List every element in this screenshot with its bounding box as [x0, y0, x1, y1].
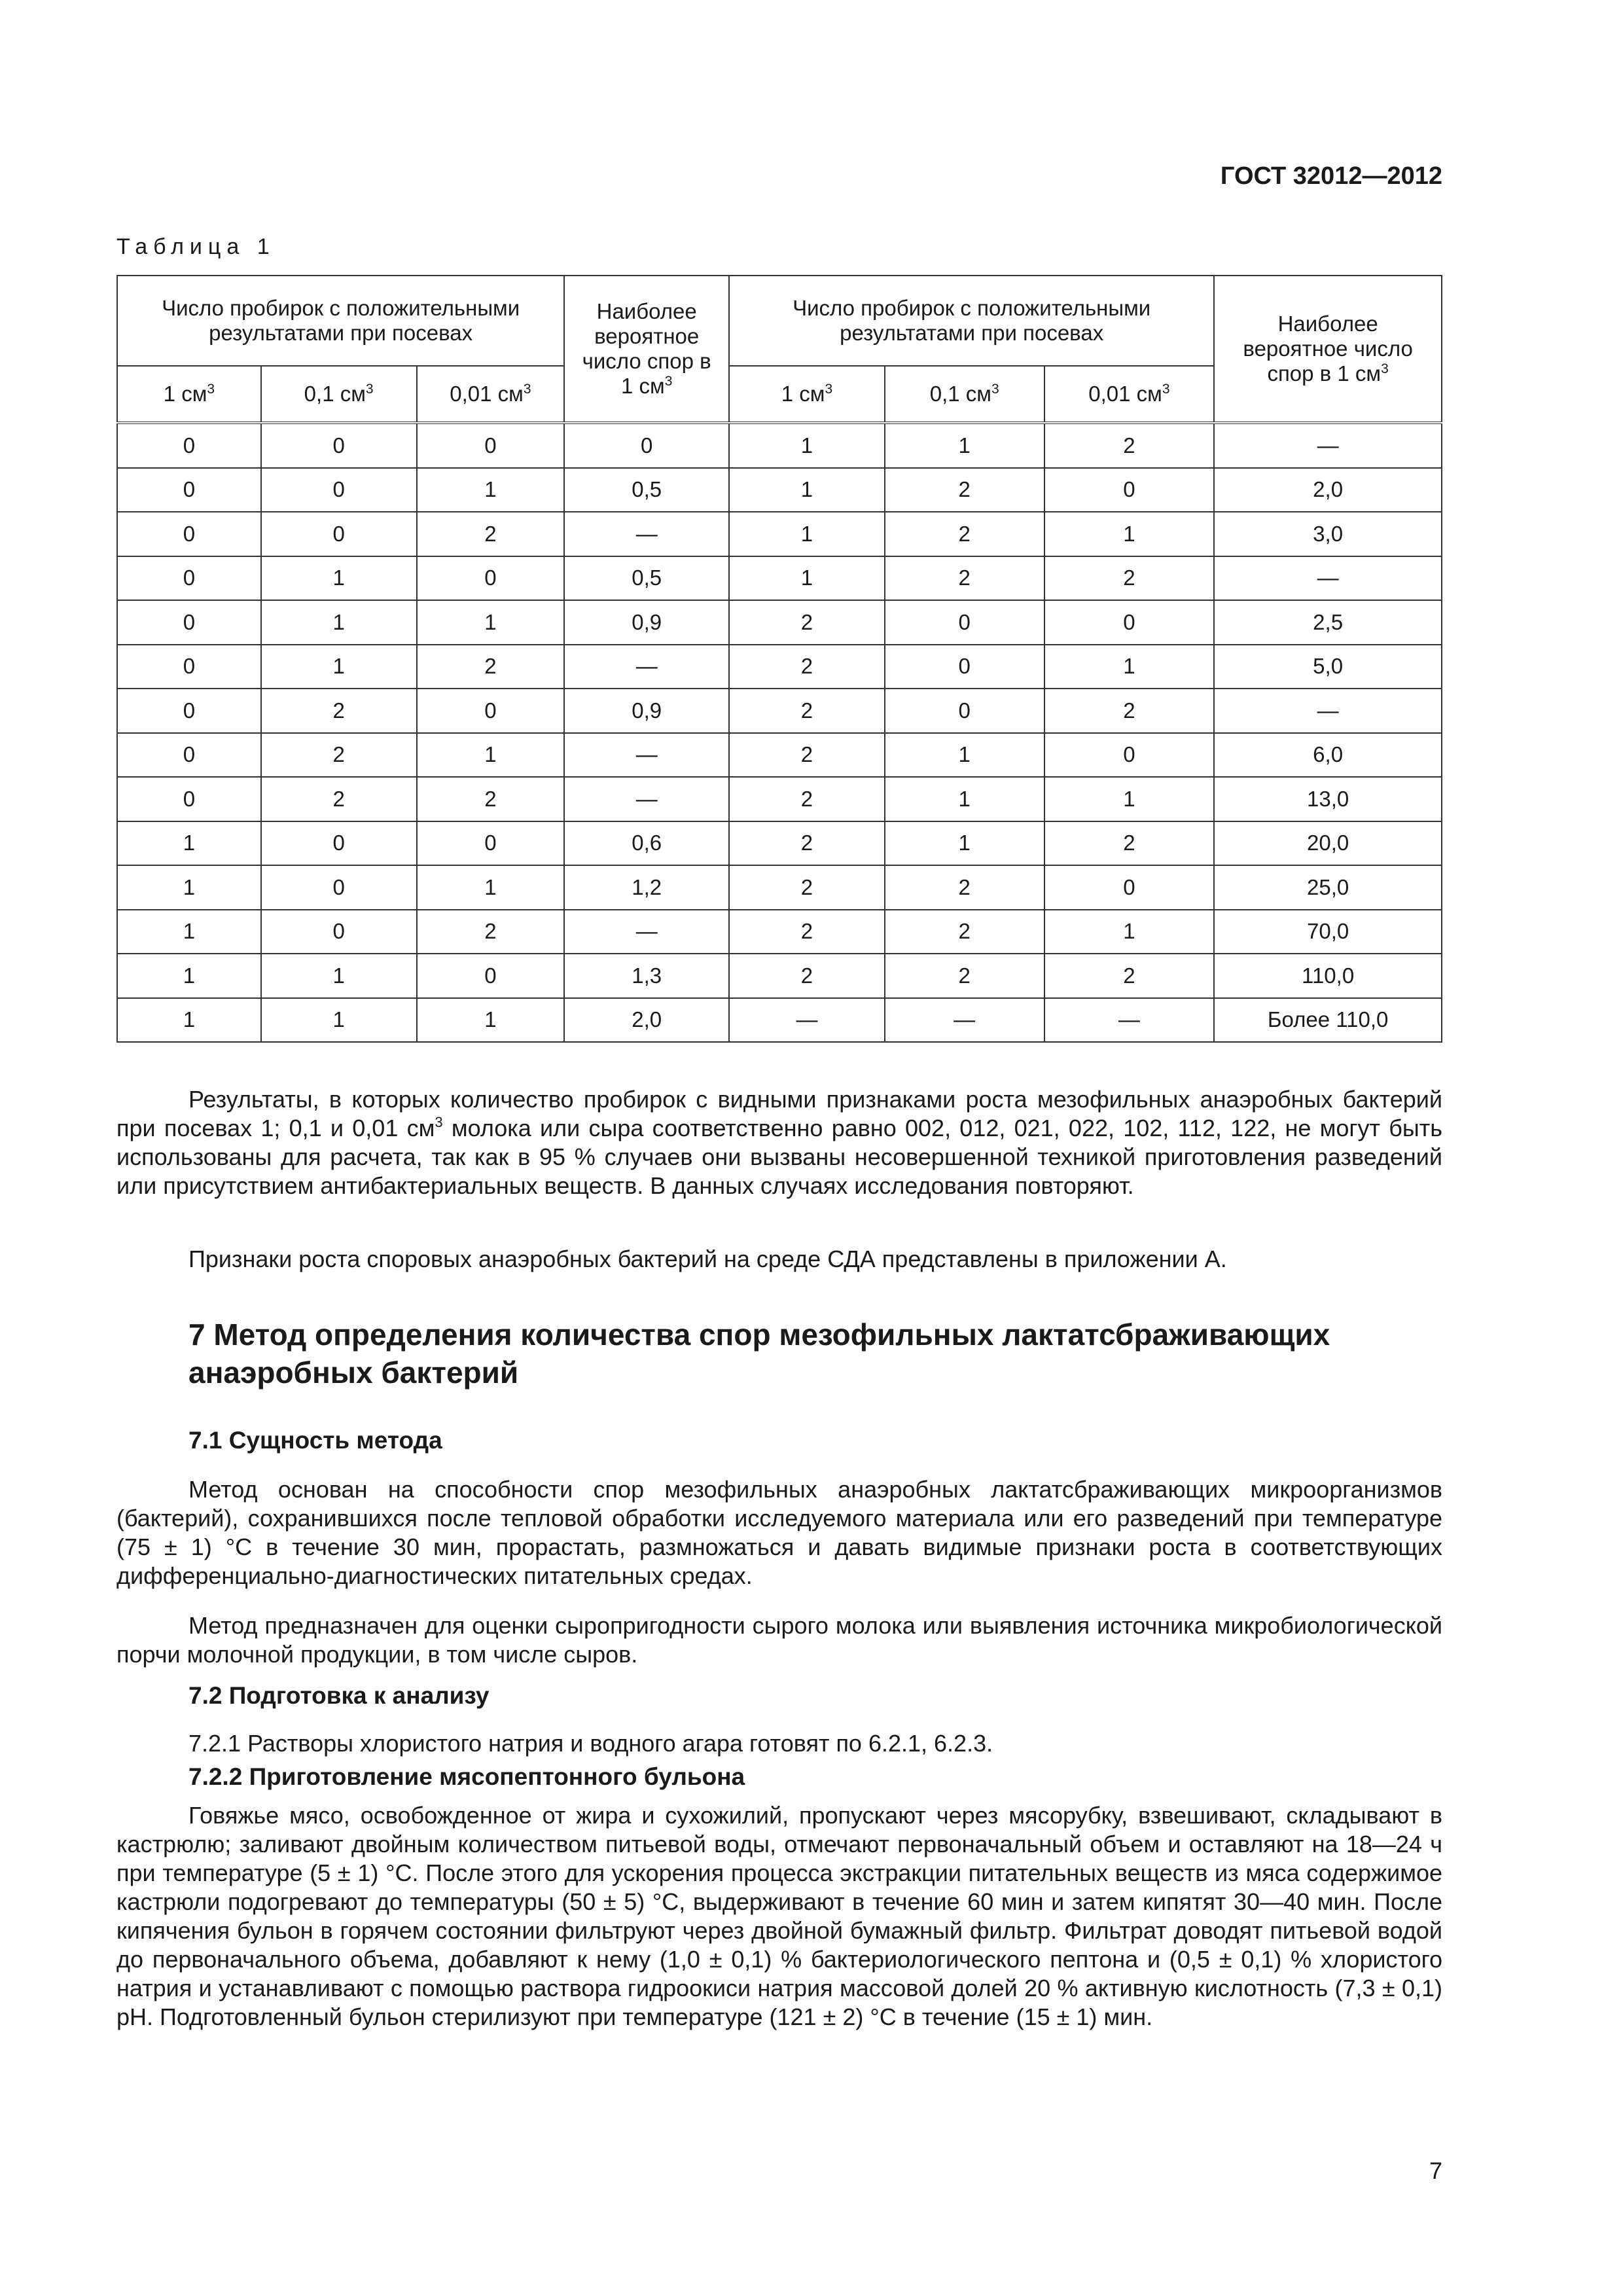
table-caption: Таблица 1	[116, 234, 276, 259]
table-cell: 1	[261, 954, 417, 998]
mpn-header-right: Наиболее вероятное число спор в 1 $см^3$	[1214, 276, 1442, 423]
table-row	[117, 689, 1442, 733]
table-cell: 0	[417, 954, 565, 998]
results-paragraph: Результаты, в которых количество пробирок с видными признаками роста мезофильных анаэробных бактерий при посевах 1; 0,1 и 0,01 $см^3$ молока или сыра соответственно равно 002, 012, 021, 022, 102, 112, 122, не могут быть использованы для расчета, так как в 95 % случаев они вызваны несовершенной техникой приготовления разведений или присутствием антибактериальных веществ. В данных случаях исследования повторяют.	[116, 1086, 1442, 1199]
table-cell: 1	[729, 512, 885, 556]
table-cell: 2	[417, 910, 565, 954]
table-cell: 70,0	[1214, 910, 1442, 954]
table-cell: Более 110,0	[1214, 998, 1442, 1043]
section-7-2-heading: 7.2 Подготовка к анализу	[188, 1682, 490, 1709]
table-cell: 0	[117, 512, 261, 556]
table-cell: 1	[729, 423, 885, 468]
table-row	[117, 733, 1442, 778]
group-header-left: Число пробирок с положительными результатами при посевах	[117, 276, 564, 366]
table-cell: 1	[885, 423, 1044, 468]
table-cell: —	[1214, 689, 1442, 733]
table-cell: 1,2	[564, 865, 729, 910]
table-cell: 2	[885, 865, 1044, 910]
table-cell: 1	[1044, 645, 1215, 689]
table-cell: 1	[117, 910, 261, 954]
mpn-header-left: Наиболее вероятное число спор в 1 $см^3$	[564, 276, 729, 423]
table-cell: 0	[261, 910, 417, 954]
table-cell: 2	[1044, 954, 1215, 998]
standard-number: ГОСТ 32012—2012	[1220, 162, 1442, 190]
table-row	[117, 468, 1442, 512]
table-cell: 1	[117, 954, 261, 998]
table-cell: 0	[261, 468, 417, 512]
table-cell: 0	[117, 556, 261, 601]
table-cell: 0	[1044, 733, 1215, 778]
table-row	[117, 821, 1442, 866]
table-cell: 1	[417, 733, 565, 778]
table-cell: 2	[261, 777, 417, 821]
table-cell: 1	[1044, 777, 1215, 821]
table-cell: 20,0	[1214, 821, 1442, 866]
table-cell: 2,5	[1214, 600, 1442, 645]
table-cell: 0,5	[564, 556, 729, 601]
table-cell: 0	[117, 423, 261, 468]
table-cell: 0	[117, 777, 261, 821]
table-cell: 2	[729, 910, 885, 954]
section-7-heading: 7 Метод определения количества спор мезофильных лактатсбраживающих анаэробных бактерий	[188, 1318, 1330, 1390]
table-cell: 1	[1044, 910, 1215, 954]
table-cell: 25,0	[1214, 865, 1442, 910]
table-cell: 0	[117, 689, 261, 733]
table-row	[117, 954, 1442, 998]
table-cell: 0,6	[564, 821, 729, 866]
table-cell: 0	[261, 865, 417, 910]
table-cell: 0	[1044, 468, 1215, 512]
table-cell: 2	[885, 512, 1044, 556]
table-cell: 0	[261, 821, 417, 866]
table-cell: 1	[885, 733, 1044, 778]
table-cell: 2	[1044, 556, 1215, 601]
table-cell: 0,9	[564, 600, 729, 645]
table-cell: 1	[1044, 512, 1215, 556]
table-cell: 1	[417, 600, 565, 645]
table-cell: —	[564, 777, 729, 821]
table-row	[117, 512, 1442, 556]
table-row	[117, 865, 1442, 910]
table-cell: 2	[417, 512, 565, 556]
table-row	[117, 777, 1442, 821]
table-cell: 1	[729, 468, 885, 512]
group-header-right: Число пробирок с положительными результатами при посевах	[729, 276, 1214, 366]
table-cell: 5,0	[1214, 645, 1442, 689]
table-cell: 2	[261, 689, 417, 733]
table-cell: 0	[885, 645, 1044, 689]
table-cell: 0	[564, 423, 729, 468]
table-cell: —	[564, 733, 729, 778]
section-7-1-paragraph-2: Метод предназначен для оценки сыропригодности сырого молока или выявления источника микробиологической порчи молочной продукции, в том числе сыров.	[116, 1612, 1442, 1668]
table-cell: 0	[417, 821, 565, 866]
table-row	[117, 645, 1442, 689]
table-row	[117, 423, 1442, 468]
table-cell: 13,0	[1214, 777, 1442, 821]
table-cell: 2	[885, 910, 1044, 954]
table-cell: 1	[885, 777, 1044, 821]
table-cell: 0	[261, 423, 417, 468]
table-cell: 0	[417, 556, 565, 601]
table-row	[117, 998, 1442, 1043]
table-cell: 0	[1044, 865, 1215, 910]
mpn-table	[116, 275, 1442, 1043]
table-cell: 2	[261, 733, 417, 778]
table-cell: 2	[885, 468, 1044, 512]
table-cell: 2	[885, 556, 1044, 601]
table-cell: —	[885, 998, 1044, 1043]
table-cell: 2	[1044, 423, 1215, 468]
col-01cm-right: 0,1 $см^3$	[885, 366, 1044, 423]
table-row	[117, 600, 1442, 645]
table-cell: 2	[729, 645, 885, 689]
table-cell: 0	[1044, 600, 1215, 645]
table-cell: 1	[417, 865, 565, 910]
table-cell: 0	[261, 512, 417, 556]
table-cell: 2,0	[1214, 468, 1442, 512]
table-cell: 0	[885, 689, 1044, 733]
table-cell: 0,9	[564, 689, 729, 733]
col-1cm-left: 1 $см^3$	[117, 366, 261, 423]
table-cell: 1	[117, 998, 261, 1043]
section-7-2-2-paragraph: Говяжье мясо, освобожденное от жира и сухожилий, пропускают через мясорубку, взвешивают, складывают в кастрюлю; заливают двойным количеством питьевой воды, отмечают первоначальный объем и оставляют на 18—24 ч при температуре (5 ± 1) °С. После этого для ускорения процесса экстракции питательных веществ из мяса содержимое кастрюли подогревают до температуры (50 ± 5) °С, выдерживают в течение 60 мин и затем кипятят 30—40 мин. После кипячения бульон в горячем состоянии фильтруют через двойной бумажный фильтр. Фильтрат доводят питьевой водой до первоначального объема, добавляют к нему (1,0 ± 0,1) % бактериологического пептона и (0,5 ± 0,1) % хлористого натрия и устанавливают с помощью раствора гидроокиси натрия массовой долей 20 % активную кислотность (7,3 ± 0,1) pH. Подготовленный бульон стерилизуют при температуре (121 ± 2) °С в течение (15 ± 1) мин.	[116, 1802, 1442, 2030]
table-cell: 0	[117, 645, 261, 689]
table-cell: —	[1214, 556, 1442, 601]
table-cell: 110,0	[1214, 954, 1442, 998]
table-cell: 2	[729, 954, 885, 998]
col-001cm-left: 0,01 $см^3$	[417, 366, 565, 423]
table-cell: 2,0	[564, 998, 729, 1043]
table-cell: —	[1214, 423, 1442, 468]
table-cell: —	[729, 998, 885, 1043]
growth-signs-paragraph: Признаки роста споровых анаэробных бактерий на среде СДА представлены в приложении А.	[188, 1246, 1227, 1272]
table-cell: 1	[117, 821, 261, 866]
table-cell: 3,0	[1214, 512, 1442, 556]
section-7-1-paragraph-1: Метод основан на способности спор мезофильных анаэробных лактатсбраживающих микроорганизмов (бактерий), сохранившихся после тепловой обработки исследуемого материала или его разведений при температуре (75 ± 1) °С в течение 30 мин, прорастать, размножаться и давать видимые признаки роста в соответствующих дифференциально-диагностических питательных средах.	[116, 1476, 1442, 1589]
table-cell: 2	[1044, 821, 1215, 866]
table-cell: 2	[885, 954, 1044, 998]
section-7-2-1-paragraph: 7.2.1 Растворы хлористого натрия и водного агара готовят по 6.2.1, 6.2.3.	[188, 1730, 993, 1757]
col-001cm-right: 0,01 $см^3$	[1044, 366, 1215, 423]
table-cell: 1	[417, 998, 565, 1043]
table-cell: 0	[417, 689, 565, 733]
table-cell: 0	[417, 423, 565, 468]
table-cell: —	[564, 512, 729, 556]
table-cell: 0	[117, 468, 261, 512]
col-1cm-right: 1 $см^3$	[729, 366, 885, 423]
table-cell: 1	[117, 865, 261, 910]
table-cell: 2	[729, 865, 885, 910]
table-cell: 1	[417, 468, 565, 512]
table-cell: 1	[261, 998, 417, 1043]
table-cell: 2	[1044, 689, 1215, 733]
table-cell: 2	[417, 645, 565, 689]
page-number: 7	[1429, 2157, 1442, 2184]
table-cell: 1	[261, 645, 417, 689]
table-cell: 2	[729, 600, 885, 645]
table-cell: 2	[729, 777, 885, 821]
table-cell: 2	[729, 821, 885, 866]
section-7-2-2-heading: 7.2.2 Приготовление мясопептонного бульона	[188, 1763, 745, 1790]
table-cell: 1	[729, 556, 885, 601]
table-cell: —	[1044, 998, 1215, 1043]
table-cell: 1	[261, 556, 417, 601]
table-cell: 0,5	[564, 468, 729, 512]
table-cell: 6,0	[1214, 733, 1442, 778]
table-cell: 1	[885, 821, 1044, 866]
table-cell: 2	[417, 777, 565, 821]
table-cell: 0	[885, 600, 1044, 645]
table-cell: 1	[261, 600, 417, 645]
table-cell: —	[564, 910, 729, 954]
table-cell: 0	[117, 600, 261, 645]
section-7-1-heading: 7.1 Сущность метода	[188, 1427, 442, 1454]
table-cell: 2	[729, 689, 885, 733]
table-cell: —	[564, 645, 729, 689]
col-01cm-left: 0,1 $см^3$	[261, 366, 417, 423]
table-row	[117, 910, 1442, 954]
table-cell: 2	[729, 733, 885, 778]
table-row	[117, 556, 1442, 601]
table-cell: 0	[117, 733, 261, 778]
table-cell: 1,3	[564, 954, 729, 998]
